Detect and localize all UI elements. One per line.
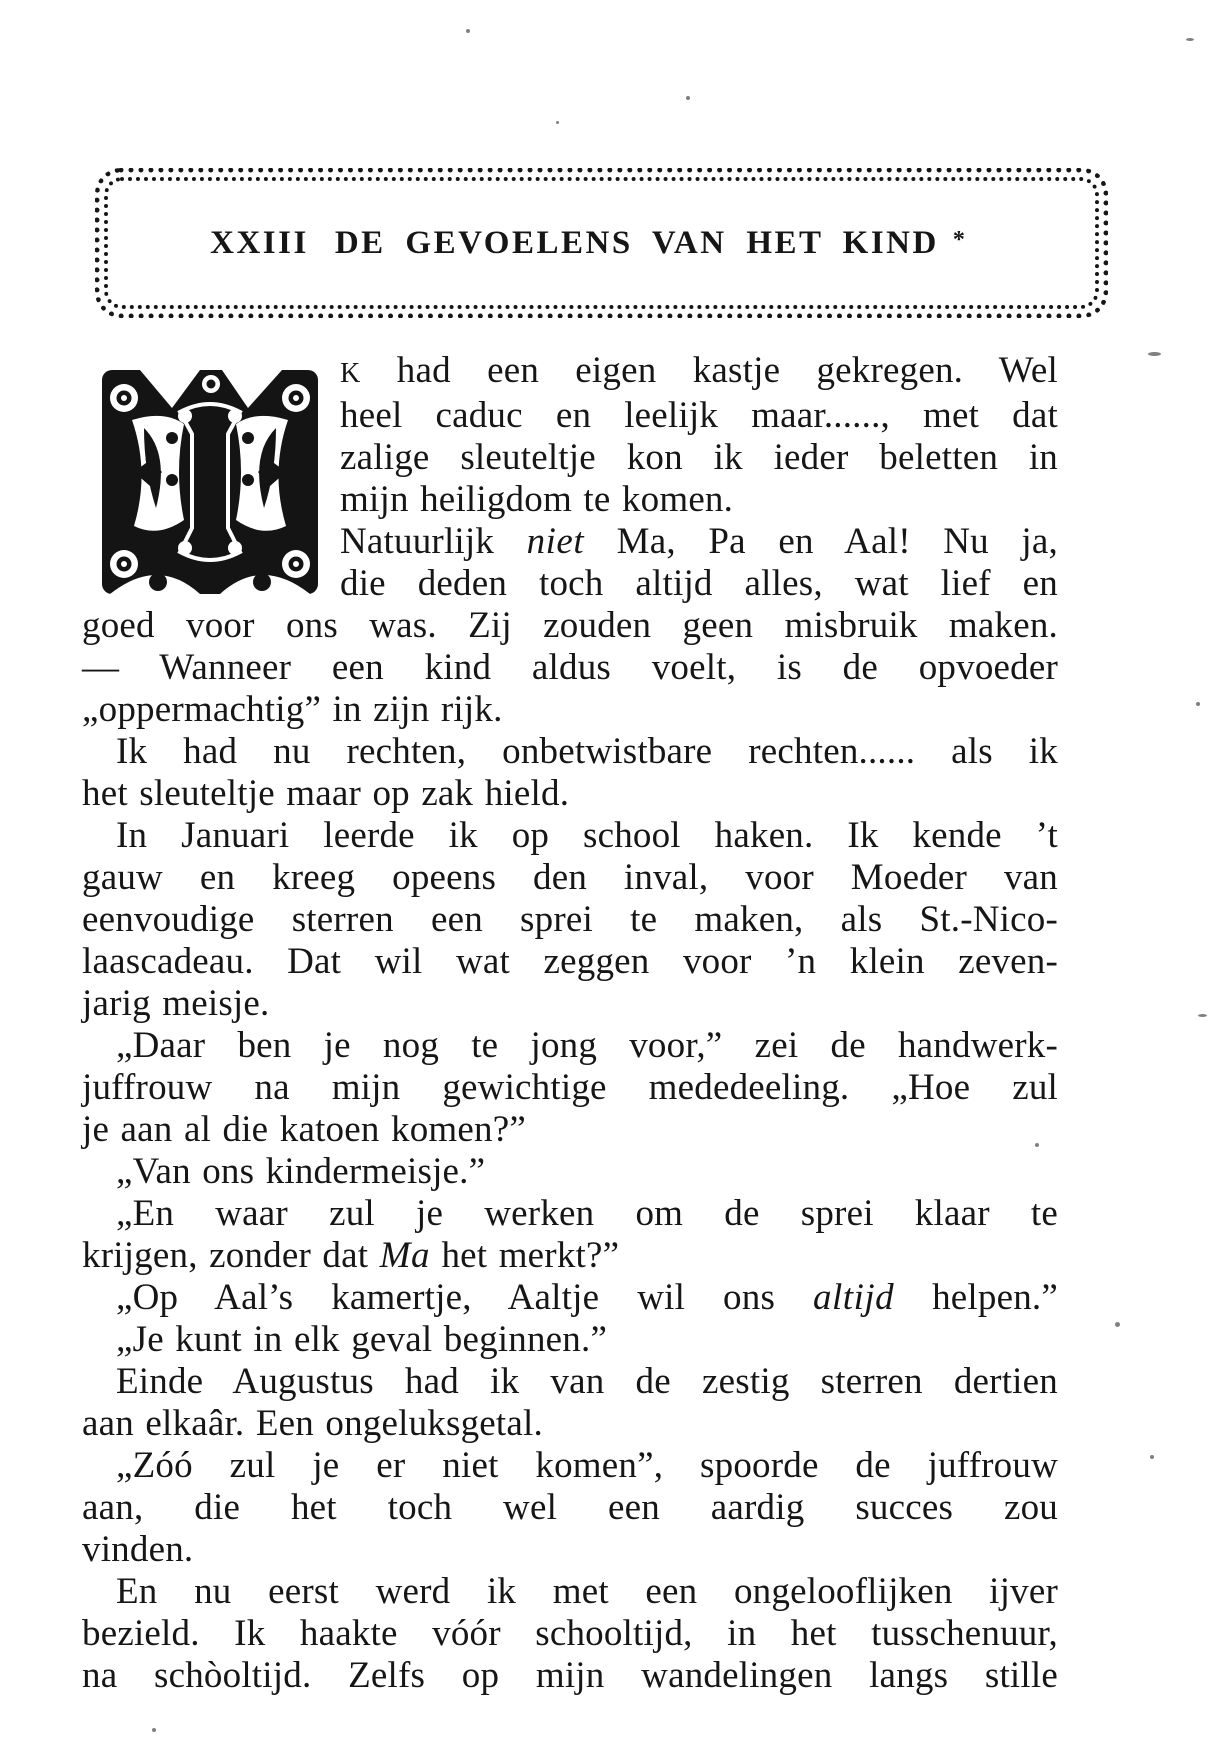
scan-speck <box>686 96 690 100</box>
text-line: gauw en kreeg opeens den inval, voor Moeder van <box>82 857 1058 898</box>
scan-speck <box>1115 1322 1120 1327</box>
text-line: Einde Augustus had ik van de zestig sterren dertien <box>116 1361 1058 1402</box>
paragraph <box>82 1319 1058 1361</box>
paragraph <box>82 1151 1058 1193</box>
paragraph <box>82 815 1058 1025</box>
text-line: Natuurlijk niet Ma, Pa en Aal! Nu ja, <box>340 521 1058 562</box>
text-line: het sleuteltje maar op zak hield. <box>82 773 570 814</box>
text-line: krijgen, zonder dat Ma het merkt?” <box>82 1235 620 1276</box>
footnote-asterisk: * <box>952 226 965 253</box>
text-line: heel caduc en leelijk maar......, met dat <box>340 395 1058 436</box>
dropcap-ornament-letter-I <box>88 368 328 600</box>
paragraph <box>82 1445 1058 1571</box>
text-line: goed voor ons was. Zij zouden geen misbruik maken. <box>82 605 1058 646</box>
chapter-title-row <box>210 225 965 262</box>
chapter-number: XXIII <box>210 224 309 261</box>
paragraph <box>82 1193 1058 1277</box>
text-line: die deden toch altijd alles, wat lief en <box>340 563 1058 604</box>
text-line: aan elkaâr. Een ongeluksgetal. <box>82 1403 543 1444</box>
scan-speck <box>1198 1014 1207 1017</box>
text-line: „En waar zul je werken om de sprei klaar te <box>116 1193 1058 1234</box>
text-line: zalige sleuteltje kon ik ieder beletten in <box>340 437 1058 478</box>
text-line: bezield. Ik haakte vóór schooltijd, in het tusschenuur, <box>82 1613 1058 1654</box>
text-line: juffrouw na mijn gewichtige mededeeling. „Hoe zul <box>82 1067 1058 1108</box>
text-line: aan, die het toch wel een aardig succes zou <box>82 1487 1058 1528</box>
text-line: Ik had nu rechten, onbetwistbare rechten...... als ik <box>116 731 1058 772</box>
paragraph <box>82 1277 1058 1319</box>
scan-speck <box>1196 702 1200 706</box>
text-line: In Januari leerde ik op school haken. Ik kende ’t <box>116 815 1058 856</box>
text-line: K had een eigen kastje gekregen. Wel <box>340 350 1058 391</box>
scan-speck <box>1148 352 1161 356</box>
scan-speck <box>1150 1455 1154 1459</box>
text-line: „Daar ben je nog te jong voor,” zei de handwerk- <box>116 1025 1058 1066</box>
text-block <box>82 350 1058 1697</box>
text-line: „Van ons kindermeisje.” <box>116 1151 486 1192</box>
text-line: eenvoudige sterren een sprei te maken, als St.-Nico- <box>82 899 1058 940</box>
scan-speck <box>556 121 559 124</box>
scan-speck <box>1186 38 1194 41</box>
text-line: „Zóó zul je er niet komen”, spoorde de juffrouw <box>116 1445 1058 1486</box>
chapter-header-box <box>95 168 1108 318</box>
text-line: — Wanneer een kind aldus voelt, is de opvoeder <box>82 647 1058 688</box>
paragraph <box>82 1571 1058 1697</box>
text-line: „Op Aal’s kamertje, Aaltje wil ons altijd helpen.” <box>116 1277 1059 1318</box>
scan-speck <box>152 1728 156 1732</box>
text-line: En nu eerst werd ik met een ongelooflijken ijver <box>116 1571 1058 1612</box>
chapter-header-inner-border <box>104 177 1099 309</box>
text-line: laascadeau. Dat wil wat zeggen voor ’n klein zeven- <box>82 941 1058 982</box>
text-line: jarig meisje. <box>82 983 270 1024</box>
scan-speck <box>1035 1143 1039 1147</box>
text-line: je aan al die katoen komen?” <box>82 1109 526 1150</box>
chapter-title: DE GEVOELENS VAN HET KIND <box>334 224 939 261</box>
text-line: vinden. <box>82 1529 194 1570</box>
text-line: mijn heiligdom te komen. <box>340 479 734 520</box>
text-line: „oppermachtig” in zijn rijk. <box>82 689 503 730</box>
text-line: na schòoltijd. Zelfs op mijn wandelingen langs stille <box>82 1655 1058 1696</box>
text-line: „Je kunt in elk geval beginnen.” <box>116 1319 608 1360</box>
scan-speck <box>466 29 470 33</box>
smallcap-initial: K <box>340 358 361 389</box>
paragraph <box>82 1025 1058 1151</box>
paragraph <box>82 731 1058 815</box>
paragraph <box>82 1361 1058 1445</box>
